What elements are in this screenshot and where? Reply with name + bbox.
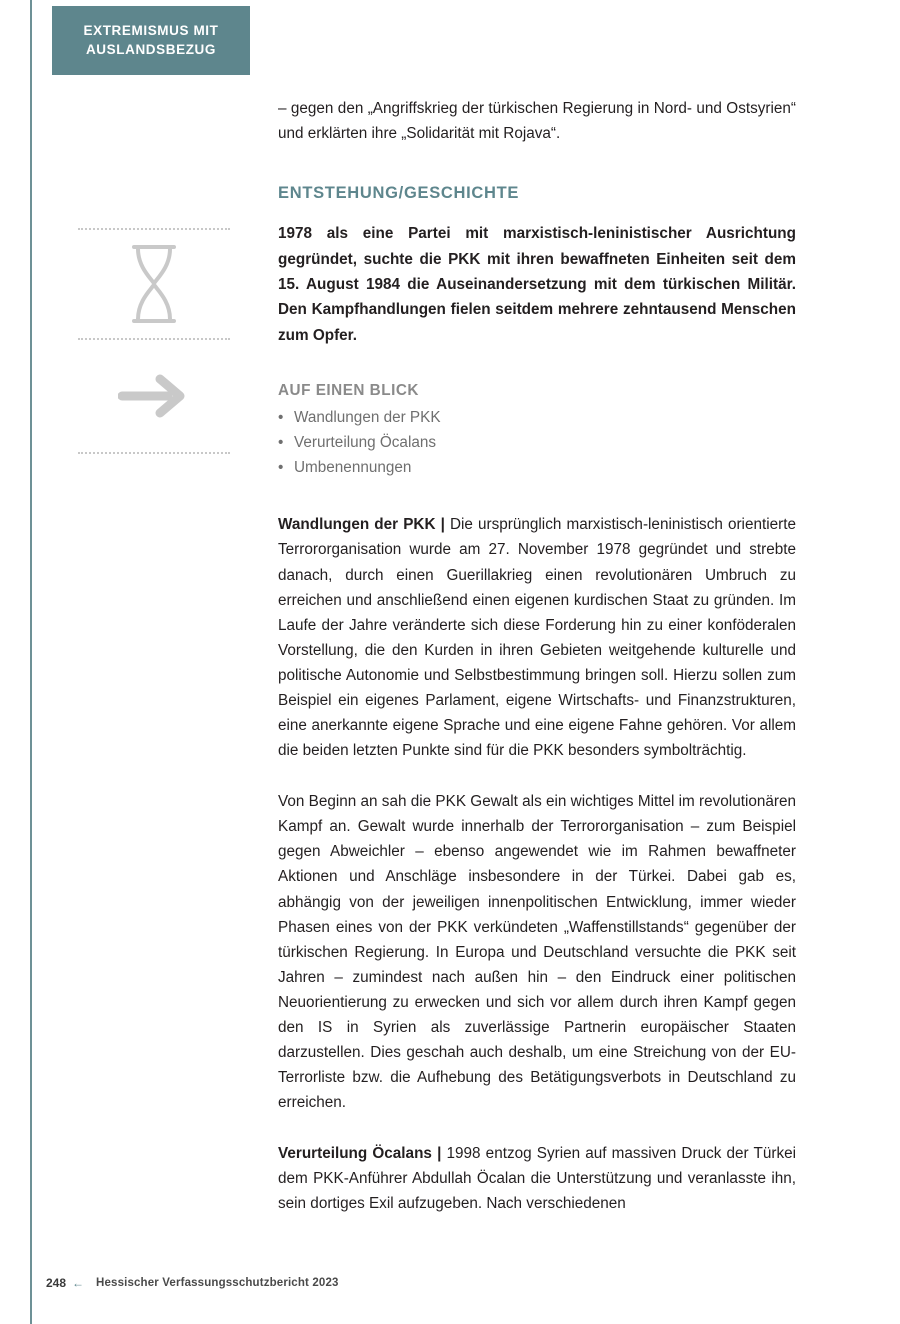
back-arrow-icon[interactable]: ←	[72, 1276, 85, 1290]
hourglass-icon	[126, 243, 182, 325]
page-number: 248	[46, 1276, 67, 1290]
arrow-right-icon	[118, 373, 190, 419]
paragraph-runin: Wandlungen der PKK |	[278, 516, 445, 534]
at-a-glance-list	[278, 406, 796, 480]
main-content	[278, 96, 796, 1216]
section-tab	[52, 6, 250, 75]
body-paragraph	[278, 512, 796, 763]
lead-paragraph: 1978 als eine Partei mit marxistisch-leninistischer Ausrichtung gegründet, suchte die PKK mit ihren bewaffneten Einheiten seit dem 15. August 1984 die Auseinandersetzung mit dem türkischen Militär. Den Kampfhandlungen fielen seitdem mehrere zehntausend Menschen zum Opfer.	[278, 225, 796, 344]
arrow-right-icon-container	[78, 340, 230, 452]
intro-paragraph: – gegen den „Angriffskrieg der türkischen Regierung in Nord- und Ostsyrien“ und erklärten ihre „Solidarität mit Rojava“.	[278, 100, 796, 143]
section-tab-line1: EXTREMISMUS MIT	[83, 23, 219, 39]
icon-column	[78, 228, 230, 454]
section-tab-line2: AUSLANDSBEZUG	[85, 41, 217, 57]
page-footer	[46, 1276, 339, 1290]
body-paragraph	[278, 789, 796, 1115]
footer-title: Hessischer Verfassungsschutzbericht 2023	[96, 1277, 339, 1289]
hourglass-icon-container	[78, 230, 230, 338]
section-heading: ENTSTEHUNG/GESCHICHTE	[278, 184, 520, 203]
paragraph-text: Die ursprünglich marxistisch-leninistisch orientierte Terrororganisation wurde am 27. November 1978 gegründet und strebte danach, durch einen Guerillakrieg einen revolutionären Umbruch zu erreichen und anschließend einen eigenen kurdischen Staat zu gründen. Im Laufe der Jahre veränderte sich diese Forderung hin zu einer konföderalen Vorstellung, die den Kurden in ihren Gebieten weitgehende kulturelle und politische Autonomie und Selbstbestimmung bringen soll. Hierzu sollen zum Beispiel ein eigenes Parlament, eigene Wirtschafts- und Finanzstrukturen, eine anerkannte eigene Sprache und eine eigene Fahne gehören. Vor allem die beiden letzten Punkte sind für die PKK besonders symbolträchtig.	[278, 516, 796, 760]
dotted-separator	[78, 452, 230, 454]
page-left-rule	[30, 0, 32, 1324]
at-a-glance-title: AUF EINEN BLICK	[278, 382, 419, 400]
list-item: • Verurteilung Öcalans	[278, 431, 796, 456]
paragraph-text: 1998 entzog Syrien auf massiven Druck der Türkei dem PKK-Anführer Abdullah Öcalan die Unterstützung und veranlasste ihn, sein dortiges Exil aufzugeben. Nach verschiedenen	[278, 1145, 797, 1213]
body-paragraph	[278, 1141, 796, 1216]
paragraph-runin: Verurteilung Öcalans |	[278, 1145, 442, 1163]
list-item: • Umbenennungen	[278, 456, 796, 481]
paragraph-text: Von Beginn an sah die PKK Gewalt als ein wichtiges Mittel im revolutionären Kampf an. Gewalt wurde innerhalb der Terrororganisation – zum Beispiel gegen Abweichler – ebenso angewendet wie im Rahmen bewaffneter Aktionen und Anschläge insbesondere in der Türkei. Dabei gab es, abhängig von der jeweiligen innenpolitischen Entwicklung, immer wieder Phasen eines von der PKK verkündeten „Waffenstillstands“ gegenüber der türkischen Regierung. In Europa und Deutschland versuchte die PKK seit Jahren – zumindest nach außen hin – den Eindruck einer politischen Neuorientierung zu erwecken und sich vor allem durch ihren Kampf gegen den IS in Syrien als zuverlässige Partnerin europäischer Staaten darzustellen. Dies geschah auch deshalb, um eine Streichung von der EU-Terrorliste bzw. die Aufhebung des Betätigungsverbots in Deutschland zu erreichen.	[278, 793, 796, 1112]
list-item: • Wandlungen der PKK	[278, 406, 796, 431]
